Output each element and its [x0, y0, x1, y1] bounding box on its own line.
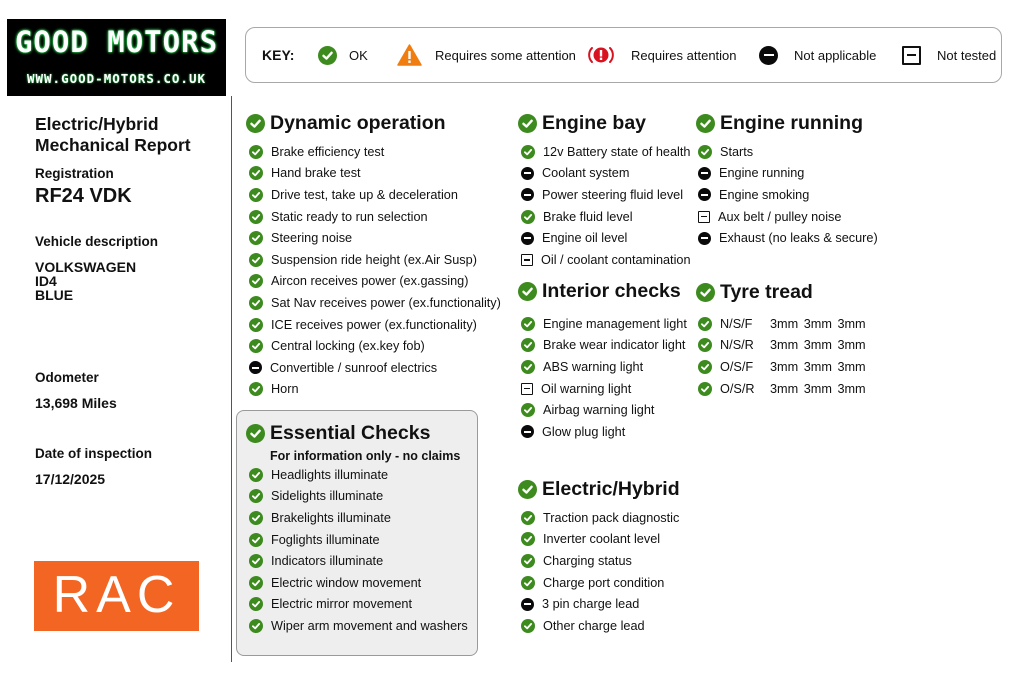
vehicle-description-label: Vehicle description: [35, 234, 159, 249]
key-ok-label: OK: [349, 47, 368, 63]
key-alert-label: Requires attention: [631, 47, 737, 63]
section-electric-hybrid: [518, 478, 680, 501]
check-item: [521, 615, 679, 637]
ok-icon: [318, 46, 337, 65]
ok-icon: [249, 274, 263, 288]
check-item: [521, 227, 691, 249]
check-item-label: 3 pin charge lead: [542, 597, 640, 612]
ok-icon: [521, 532, 535, 546]
check-item-label: Traction pack diagnostic: [543, 510, 680, 525]
ok-icon: [518, 282, 537, 301]
ok-icon: [521, 360, 535, 374]
check-item-label: Aircon receives power (ex.gassing): [271, 274, 469, 289]
logo-title: GOOD MOTORS: [14, 25, 219, 59]
ok-icon: [249, 339, 263, 353]
check-item: [249, 227, 501, 249]
not-applicable-icon: [698, 188, 711, 201]
section-title: Electric/Hybrid: [542, 478, 680, 500]
check-item-label: Oil / coolant contamination: [541, 252, 691, 267]
key-not-tested: [902, 28, 996, 82]
ok-icon: [521, 554, 535, 568]
essential-checks-disclaimer: For information only - no claims: [270, 449, 461, 463]
check-item-label: Wiper arm movement and washers: [271, 618, 468, 633]
not-tested-icon: [698, 211, 710, 223]
tyre-tread-list: [698, 313, 866, 399]
logo-url: WWW.GOOD-MOTORS.CO.UK: [26, 71, 207, 86]
ok-icon: [246, 114, 265, 133]
engine-running-list: [698, 141, 878, 249]
section-interior-checks: [518, 280, 681, 303]
not-applicable-icon: [698, 232, 711, 245]
dynamic-operation-list: [249, 141, 501, 400]
check-item-label: Central locking (ex.key fob): [271, 339, 425, 354]
check-item: [249, 486, 468, 508]
check-item-label: Suspension ride height (ex.Air Susp): [271, 252, 477, 267]
check-item-label: Aux belt / pulley noise: [718, 209, 842, 224]
not-applicable-icon: [521, 598, 534, 611]
engine-bay-list: [521, 141, 691, 271]
rac-logo-text: RAC: [52, 566, 181, 624]
check-item: [249, 249, 501, 271]
tyre-position: N/S/R: [720, 338, 754, 353]
status-key: [245, 27, 1002, 83]
check-item: [521, 356, 687, 378]
not-applicable-icon: [249, 361, 262, 374]
check-item: [249, 594, 468, 616]
check-item: [521, 184, 691, 206]
check-item: [249, 163, 501, 185]
ok-icon: [521, 338, 535, 352]
check-item: [698, 141, 878, 163]
report-title-line1: Electric/Hybrid: [35, 114, 159, 134]
section-engine-bay: [518, 112, 646, 135]
check-item-label: Drive test, take up & deceleration: [271, 187, 458, 202]
check-item-label: Starts: [720, 144, 754, 159]
check-item: [521, 421, 687, 443]
warning-triangle-icon: [397, 44, 422, 66]
section-engine-running: [696, 112, 863, 135]
vehicle-model: ID4: [35, 273, 57, 289]
ok-icon: [249, 468, 263, 482]
vehicle-make: VOLKSWAGEN: [35, 259, 137, 275]
check-item: [521, 593, 679, 615]
check-item: [521, 206, 691, 228]
check-item-label: Oil warning light: [541, 381, 632, 396]
check-item-label: Engine oil level: [542, 231, 628, 246]
not-tested-icon: [521, 254, 533, 266]
not-applicable-icon: [698, 167, 711, 180]
key-alert: [587, 28, 737, 82]
not-applicable-icon: [521, 167, 534, 180]
check-item-label: 12v Battery state of health: [543, 144, 691, 159]
check-item: [249, 141, 501, 163]
ok-icon: [521, 576, 535, 590]
check-item-label: Power steering fluid level: [542, 187, 684, 202]
key-nt-label: Not tested: [937, 47, 997, 63]
check-item-label: Brake wear indicator light: [543, 338, 686, 353]
ok-icon: [249, 231, 263, 245]
not-applicable-icon: [521, 232, 534, 245]
vehicle-colour: BLUE: [35, 287, 74, 303]
check-item-label: Horn: [271, 382, 299, 397]
check-item: [249, 572, 468, 594]
ok-icon: [249, 210, 263, 224]
check-item: [249, 615, 468, 637]
check-item: [521, 572, 679, 594]
check-item: [521, 163, 691, 185]
registration-label: Registration: [35, 166, 114, 181]
not-applicable-icon: [521, 425, 534, 438]
check-item: [249, 529, 468, 551]
check-item-label: Foglights illuminate: [271, 532, 380, 547]
check-item: [521, 399, 687, 421]
ok-icon: [249, 166, 263, 180]
tyre-position: O/S/F: [720, 359, 754, 374]
ok-icon: [696, 283, 715, 302]
ok-icon: [696, 114, 715, 133]
check-item: [521, 550, 679, 572]
interior-checks-list: [521, 313, 687, 443]
section-dynamic-operation: [246, 112, 446, 135]
check-item-label: Other charge lead: [543, 618, 645, 633]
key-not-applicable: [759, 28, 876, 82]
check-item: [249, 292, 501, 314]
odometer-value: 13,698 Miles: [35, 395, 117, 411]
key-na-label: Not applicable: [794, 47, 877, 63]
ok-icon: [698, 360, 712, 374]
ok-icon: [521, 145, 535, 159]
tyre-row: [698, 335, 866, 357]
report-title-line2: Mechanical Report: [35, 135, 191, 155]
check-item: [521, 529, 679, 551]
check-item: [249, 507, 468, 529]
check-item-label: Exhaust (no leaks & secure): [719, 231, 878, 246]
check-item: [521, 378, 687, 400]
tyre-depths: 3mm 3mm 3mm: [770, 381, 866, 396]
check-item-label: Electric window movement: [271, 575, 422, 590]
check-item-label: Headlights illuminate: [271, 467, 389, 482]
ok-icon: [246, 424, 265, 443]
check-item: [249, 271, 501, 293]
inspection-date-value: 17/12/2025: [35, 471, 106, 487]
section-tyre-tread: [696, 281, 813, 304]
check-item: [521, 507, 679, 529]
registration-value: RF24 VDK: [35, 185, 132, 207]
ok-icon: [249, 296, 263, 310]
not-applicable-icon: [759, 46, 778, 65]
ok-icon: [249, 145, 263, 159]
tyre-position: N/S/F: [720, 316, 753, 331]
section-title: Essential Checks: [270, 422, 431, 444]
check-item-label: Engine smoking: [719, 187, 810, 202]
check-item-label: Charging status: [543, 553, 632, 568]
check-item: [521, 335, 687, 357]
ok-icon: [698, 145, 712, 159]
alert-icon: [587, 44, 615, 66]
check-item: [521, 313, 687, 335]
ok-icon: [521, 403, 535, 417]
ok-icon: [249, 318, 263, 332]
check-item-label: Steering noise: [271, 231, 353, 246]
inspection-date-label: Date of inspection: [35, 446, 153, 461]
key-warning: [397, 28, 576, 82]
ok-icon: [249, 597, 263, 611]
check-item: [249, 314, 501, 336]
check-item-label: Convertible / sunroof electrics: [270, 360, 438, 375]
essential-checks-list: [249, 464, 468, 637]
check-item: [249, 335, 501, 357]
ok-icon: [249, 533, 263, 547]
check-item-label: ABS warning light: [543, 359, 644, 374]
ok-icon: [698, 338, 712, 352]
not-applicable-icon: [521, 188, 534, 201]
electric-hybrid-list: [521, 507, 679, 637]
check-item: [521, 141, 691, 163]
ok-icon: [698, 317, 712, 331]
ok-icon: [518, 114, 537, 133]
check-item-label: Airbag warning light: [543, 403, 655, 418]
tyre-row: [698, 356, 866, 378]
section-title: Dynamic operation: [270, 112, 446, 134]
check-item-label: Static ready to run selection: [271, 209, 428, 224]
check-item: [698, 227, 878, 249]
check-item: [249, 184, 501, 206]
ok-icon: [249, 253, 263, 267]
check-item: [698, 184, 878, 206]
check-item: [249, 464, 468, 486]
key-title: KEY:: [262, 47, 295, 63]
ok-icon: [521, 511, 535, 525]
section-title: Interior checks: [542, 280, 681, 302]
tyre-depths: 3mm 3mm 3mm: [770, 316, 866, 331]
section-essential-checks: [246, 422, 430, 445]
check-item-label: Hand brake test: [271, 166, 361, 181]
ok-icon: [521, 619, 535, 633]
key-warning-label: Requires some attention: [435, 47, 576, 63]
not-tested-icon: [521, 383, 533, 395]
check-item-label: Brake fluid level: [543, 209, 633, 224]
check-item: [249, 550, 468, 572]
tyre-row: [698, 378, 866, 400]
ok-icon: [521, 210, 535, 224]
check-item-label: ICE receives power (ex.functionality): [271, 317, 477, 332]
ok-icon: [521, 317, 535, 331]
rac-logo: [34, 561, 199, 631]
check-item: [521, 249, 691, 271]
ok-icon: [249, 576, 263, 590]
check-item: [698, 163, 878, 185]
section-title: Engine running: [720, 112, 863, 134]
check-item: [249, 357, 501, 379]
ok-icon: [518, 480, 537, 499]
tyre-depths: 3mm 3mm 3mm: [770, 338, 866, 353]
ok-icon: [249, 188, 263, 202]
ok-icon: [249, 382, 263, 396]
check-item-label: Sat Nav receives power (ex.functionality): [271, 295, 501, 310]
odometer-label: Odometer: [35, 370, 99, 385]
check-item-label: Indicators illuminate: [271, 554, 384, 569]
section-title: Engine bay: [542, 112, 647, 134]
good-motors-logo: [7, 19, 226, 96]
check-item-label: Engine management light: [543, 316, 687, 331]
not-tested-icon: [902, 46, 921, 65]
ok-icon: [698, 382, 712, 396]
ok-icon: [249, 554, 263, 568]
section-title: Tyre tread: [720, 281, 813, 303]
ok-icon: [249, 489, 263, 503]
tyre-position: O/S/R: [720, 381, 755, 396]
check-item-label: Inverter coolant level: [543, 532, 661, 547]
check-item: [698, 206, 878, 228]
tyre-row: [698, 313, 866, 335]
check-item-label: Brake efficiency test: [271, 144, 385, 159]
check-item-label: Engine running: [719, 166, 805, 181]
check-item-label: Coolant system: [542, 166, 630, 181]
check-item: [249, 206, 501, 228]
check-item-label: Glow plug light: [542, 424, 626, 439]
check-item-label: Charge port condition: [543, 575, 665, 590]
check-item-label: Electric mirror movement: [271, 597, 412, 612]
divider: [231, 96, 232, 662]
ok-icon: [249, 619, 263, 633]
check-item-label: Sidelights illuminate: [271, 489, 384, 504]
check-item: [249, 379, 501, 401]
ok-icon: [249, 511, 263, 525]
tyre-depths: 3mm 3mm 3mm: [770, 359, 866, 374]
check-item-label: Brakelights illuminate: [271, 510, 391, 525]
key-ok: [318, 28, 368, 82]
